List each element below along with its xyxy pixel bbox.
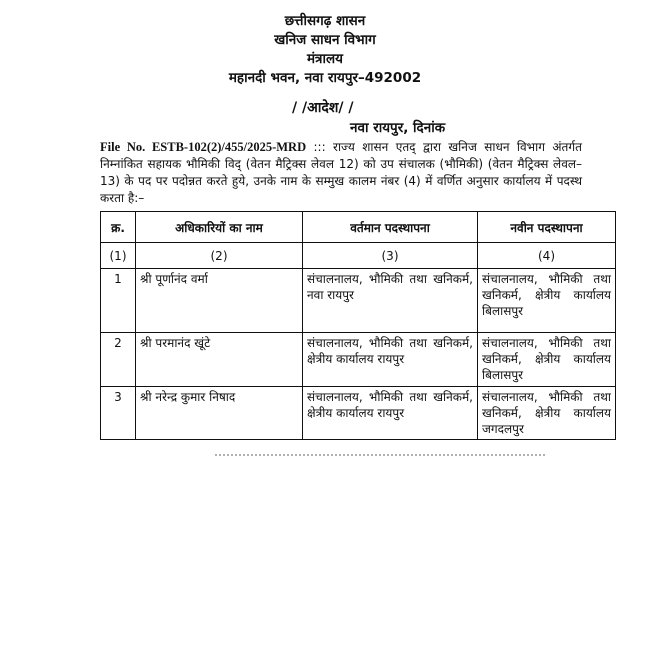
table-row (101, 387, 616, 440)
file-number: File No. ESTB-102(2)/455/2025-MRD (100, 140, 307, 154)
column-index: (4) (478, 243, 616, 269)
serial-cell: 3 (101, 387, 136, 440)
column-index: (3) (303, 243, 478, 269)
place-date: नवा रायपुर, दिनांक (350, 120, 446, 136)
serial-cell: 2 (101, 333, 136, 387)
officer-name-cell: श्री नरेन्द्र कुमार निषाद (136, 387, 303, 440)
officer-name-cell: श्री परमानंद खूंटे (136, 333, 303, 387)
header-new-posting: नवीन पदस्थापना (478, 212, 616, 243)
header-current-posting: वर्तमान पदस्थापना (303, 212, 478, 243)
column-index: (1) (101, 243, 136, 269)
letterhead (0, 12, 650, 88)
current-posting-cell: संचालनालय, भौमिकी तथा खनिकर्म, क्षेत्रीय कार्यालय रायपुर (303, 387, 478, 440)
new-posting-cell: संचालनालय, भौमिकी तथा खनिकर्म, क्षेत्रीय कार्यालय जगदलपुर (478, 387, 616, 440)
header-serial: क्र. (101, 212, 136, 243)
department-name: खनिज साधन विभाग (274, 32, 376, 48)
table-row (101, 333, 616, 387)
government-name: छत्तीसगढ़ शासन (284, 13, 366, 29)
promotion-table (100, 211, 616, 440)
officer-name-cell: श्री पूर्णानंद वर्मा (136, 269, 303, 333)
order-title: / /आदेश/ / (292, 100, 354, 116)
column-index-row (101, 243, 616, 269)
address-line: महानदी भवन, नवा रायपुर–492002 (228, 70, 422, 86)
ministry-label: मंत्रालय (306, 51, 343, 67)
new-posting-cell: संचालनालय, भौमिकी तथा खनिकर्म, क्षेत्रीय कार्यालय बिलासपुर (478, 333, 616, 387)
order-body (100, 139, 582, 207)
header-officer-name: अधिकारियों का नाम (136, 212, 303, 243)
table-row (101, 269, 616, 333)
new-posting-cell: संचालनालय, भौमिकी तथा खनिकर्म, क्षेत्रीय कार्यालय बिलासपुर (478, 269, 616, 333)
column-index: (2) (136, 243, 303, 269)
faded-footer-line (215, 454, 545, 458)
table-header-row (101, 212, 616, 243)
current-posting-cell: संचालनालय, भौमिकी तथा खनिकर्म, नवा रायपुर (303, 269, 478, 333)
order-text: राज्य शासन एतद् द्वारा खनिज साधन विभाग अंतर्गत निम्नांकित सहायक भौमिकी विद् (वेतन मैट्रिक्स लेवल 12) को उप संचालक (भौमिकी) (वेतन मैट्रिक्स लेवल–13) के पद पर पदोन्नत करते हुये, उनके नाम के सम्मुख कालम नंबर (4) में वर्णित अनुसार कार्यालय में पदस्थ करता है:– (100, 140, 582, 205)
file-separator: ::: (306, 140, 334, 154)
current-posting-cell: संचालनालय, भौमिकी तथा खनिकर्म, क्षेत्रीय कार्यालय रायपुर (303, 333, 478, 387)
serial-cell: 1 (101, 269, 136, 333)
